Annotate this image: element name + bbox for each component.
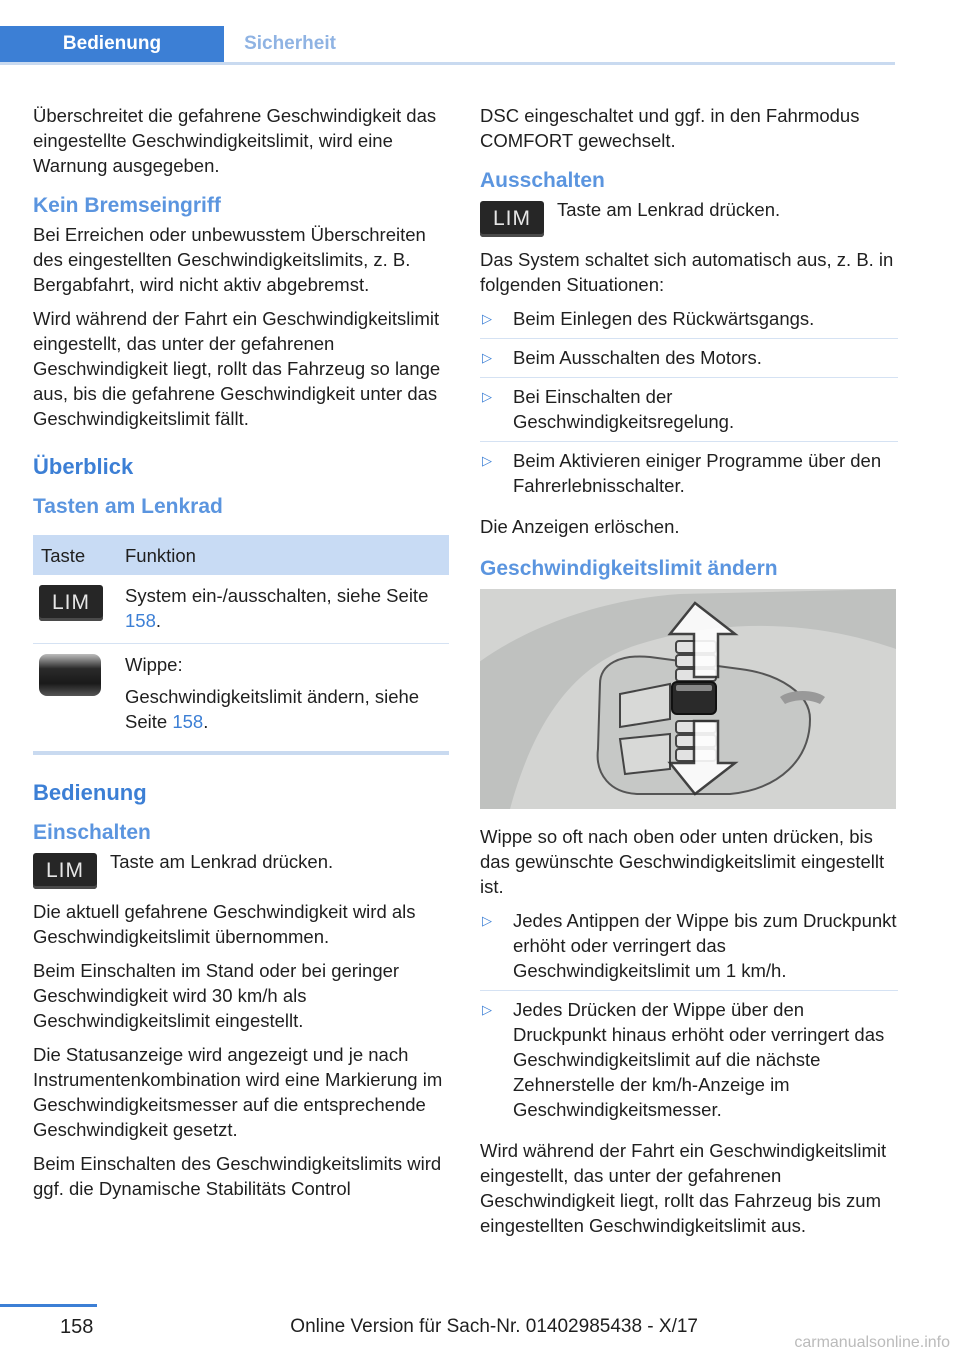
- ausschalten-instruction: Taste am Lenkrad drücken.: [557, 199, 781, 220]
- row2-paragraph: [125, 684, 441, 734]
- list-item-text: Beim Einlegen des Rückwärtsgangs.: [513, 308, 815, 329]
- triangle-bullet-icon: ▷: [482, 453, 492, 468]
- tab-bedienung[interactable]: Bedienung: [0, 26, 224, 62]
- table-cell-key: [33, 644, 117, 754]
- triangle-bullet-icon: ▷: [482, 913, 492, 928]
- right-column: [480, 103, 898, 1247]
- paragraph-ein-3: Die Statusanzeige wird angezeigt und je nach Instrumentenkombination wird eine Markierung im Geschwindigkeitsmesser auf die entsprechende Geschwindigkeit gesetzt.: [33, 1044, 443, 1140]
- table-cell-key: [33, 575, 117, 644]
- list-item-text: Jedes Drücken der Wippe über den Druckpunkt hinaus erhöht oder verringert das Geschwindigkeitslimit auf die nächste Zehnerstelle der km/h-Anzeige im Geschwindigkeitsmesser.: [513, 999, 885, 1120]
- table-row: [33, 644, 449, 754]
- table-header-funktion: Funktion: [117, 535, 449, 575]
- rocker-switch-icon: [39, 654, 101, 696]
- heading-tasten-am-lenkrad: Tasten am Lenkrad: [33, 495, 223, 518]
- watermark: carmanualsonline.info: [794, 1334, 950, 1351]
- chapter-tabs: [0, 26, 895, 65]
- heading-kein-bremseingriff: Kein Bremseingriff: [33, 194, 221, 217]
- rocker-list: [480, 908, 898, 1129]
- lim-button-icon: LIM: [33, 853, 97, 889]
- triangle-bullet-icon: ▷: [482, 1002, 492, 1017]
- row1-text: System ein-/ausschalten, siehe Seite: [125, 585, 429, 606]
- lim-button-icon: LIM: [480, 201, 544, 237]
- online-version-note: Online Version für Sach-Nr. 01402985438 - X/17: [290, 1316, 698, 1337]
- row1-end: .: [155, 610, 162, 631]
- heading-ueberblick: Überblick: [33, 454, 134, 479]
- ausschalten-keyline: [480, 197, 898, 237]
- auto-off-list: [480, 306, 898, 505]
- paragraph-wippe: Wippe so oft nach oben oder unten drücken, bis das gewünschte Geschwindigkeitslimit eingestellt ist.: [480, 826, 885, 897]
- table-row: [33, 575, 449, 644]
- footer-rule: [0, 1304, 97, 1307]
- heading-bedienung: Bedienung: [33, 780, 147, 805]
- paragraph-anzeigen: Die Anzeigen erlöschen.: [480, 516, 680, 537]
- page-number: 158: [60, 1316, 94, 1338]
- paragraph-final: Wird während der Fahrt ein Geschwindigkeitslimit eingestellt, das unter der gefahrenen Geschwindigkeit liegt, rollt das Fahrzeug bis zum eingestellten Geschwindigkeitslimit aus.: [480, 1140, 887, 1236]
- row2-text: Geschwindigkeitslimit ändern, siehe Seite: [125, 686, 420, 732]
- list-item-text: Beim Aktivieren einiger Programme über den Fahrerlebnisschalter.: [513, 450, 882, 496]
- row2-label: Wippe:: [125, 654, 183, 675]
- paragraph-ein-1: Die aktuell gefahrene Geschwindigkeit wird als Geschwindigkeitslimit übernommen.: [33, 901, 416, 947]
- heading-ausschalten: Ausschalten: [480, 169, 605, 192]
- tab-sicherheit[interactable]: Sicherheit: [244, 33, 336, 54]
- lim-button-icon: LIM: [39, 585, 103, 621]
- steering-wheel-illustration: [480, 589, 896, 809]
- list-item: [480, 997, 898, 1129]
- einschalten-keyline: [33, 849, 449, 889]
- triangle-bullet-icon: ▷: [482, 389, 492, 404]
- page-link-158[interactable]: 158: [172, 711, 204, 732]
- paragraph-auto-off: Das System schaltet sich automatisch aus, z. B. in folgenden Situationen:: [480, 249, 894, 295]
- paragraph-kein-1: Bei Erreichen oder unbewusstem Überschreiten des eingestellten Geschwindigkeitslimits, z. B. Bergabfahrt, wird nicht aktiv abgebremst.: [33, 224, 426, 295]
- intro-paragraph: Überschreitet die gefahrene Geschwindigkeit das eingestellte Geschwindigkeitslimit, wird eine Warnung ausgegeben.: [33, 105, 437, 176]
- paragraph-kein-2: Wird während der Fahrt ein Geschwindigkeitslimit eingestellt, das unter der gefahrenen Geschwindigkeit liegt, rollt das Fahrzeug so lange aus, bis die gefahrene Geschwindigkeit unter das Geschwindigkeitslimit fällt.: [33, 308, 441, 429]
- list-item-text: Jedes Antippen der Wippe bis zum Druckpunkt erhöht oder verringert das Geschwindigkeitslimit um 1 km/h.: [513, 910, 897, 981]
- paragraph-continuation: DSC eingeschaltet und ggf. in den Fahrmodus COMFORT gewechselt.: [480, 105, 860, 151]
- row2-end: .: [203, 711, 209, 732]
- table-cell-function: [117, 575, 449, 644]
- page-link-158[interactable]: 158: [125, 610, 156, 631]
- list-item: [480, 345, 898, 378]
- list-item-text: Beim Ausschalten des Motors.: [513, 347, 762, 368]
- steering-wheel-rocker-image: [480, 589, 896, 809]
- keys-table: [33, 535, 449, 755]
- heading-limit-aendern: Geschwindigkeitslimit ändern: [480, 557, 778, 580]
- list-item-text: Bei Einschalten der Geschwindigkeitsregelung.: [513, 386, 735, 432]
- paragraph-ein-2: Beim Einschalten im Stand oder bei geringer Geschwindigkeit wird 30 km/h als Geschwindigkeitslimit eingestellt.: [33, 960, 400, 1031]
- left-column: [33, 103, 449, 1210]
- list-item: [480, 448, 898, 505]
- triangle-bullet-icon: ▷: [482, 311, 492, 326]
- table-cell-function: [117, 644, 449, 754]
- table-header-taste: Taste: [33, 535, 117, 575]
- paragraph-ein-4: Beim Einschalten des Geschwindigkeitslimits wird ggf. die Dynamische Stabilitäts Control: [33, 1153, 442, 1199]
- einschalten-instruction: Taste am Lenkrad drücken.: [110, 851, 334, 872]
- list-item: [480, 908, 898, 991]
- list-item: [480, 306, 898, 339]
- triangle-bullet-icon: ▷: [482, 350, 492, 365]
- heading-einschalten: Einschalten: [33, 821, 151, 844]
- list-item: [480, 384, 898, 442]
